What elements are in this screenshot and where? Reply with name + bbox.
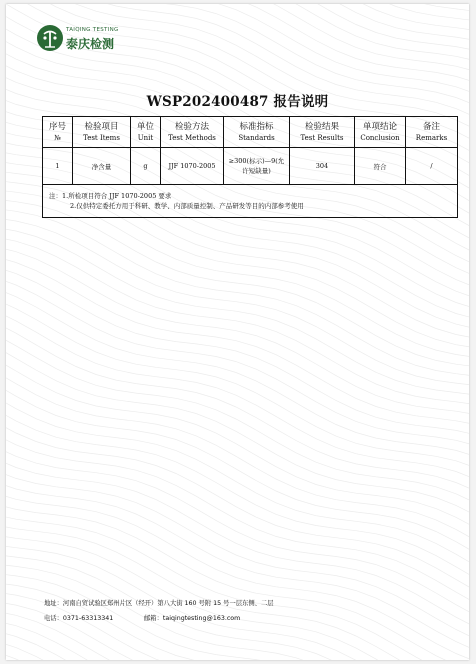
header-cell-test-results — [290, 117, 355, 148]
cell-unit: g — [131, 148, 161, 185]
logo-name-cn: 泰庆检测 — [66, 37, 115, 51]
header-label-en: Unit — [137, 134, 154, 142]
header-label-cn: 备注 — [422, 122, 440, 132]
note-line-1: 注：1.所检项目符合 JJF 1070-2005 要求 — [49, 192, 172, 200]
report-title: WSP202400487 报告说明 — [146, 94, 329, 110]
cell-test-result: 304 — [290, 148, 355, 185]
cell-conclusion: 符合 — [355, 148, 406, 185]
table-header-row — [43, 117, 458, 148]
cell-test-item: 净含量 — [73, 148, 131, 185]
header-label-en: Test Methods — [168, 134, 216, 142]
header-label-cn: 检验结果 — [304, 122, 339, 132]
logo-name-en: TAIQING TESTING — [66, 27, 119, 33]
header-label-en: Test Results — [300, 134, 344, 142]
footer-contact — [44, 613, 241, 622]
notes-row — [43, 185, 458, 218]
header-label-cn: 检验方法 — [174, 122, 209, 132]
header-label-en: Remarks — [415, 134, 448, 142]
footer-phone: 电话：0371-63313341 — [44, 615, 114, 622]
header-label-cn: 序号 — [48, 122, 66, 132]
header-label-en: № — [54, 134, 61, 142]
table-row — [43, 148, 458, 185]
footer-email: 邮箱：taiqingtesting@163.com — [144, 615, 241, 622]
header-cell-test-items — [73, 117, 131, 148]
header-label-cn: 标准指标 — [239, 122, 274, 132]
header-cell-no — [43, 117, 73, 148]
footer-address: 地址：河南自贸试验区郑州片区（经开）第八大街 160 号附 15 号一层东侧、二层 — [44, 600, 274, 607]
header-label-en: Standards — [238, 134, 275, 142]
cell-test-method: JJF 1070-2005 — [161, 148, 224, 185]
note-line-2: 2.仅供特定委托方用于科研、教学、内部质量控制、产品研发等目的内部参考使用 — [70, 202, 304, 210]
header-cell-remarks — [406, 117, 458, 148]
cell-standard: ≥300(标示)—9(允许短缺量) — [224, 148, 290, 185]
header-label-cn: 检验项目 — [84, 122, 119, 132]
header-label-cn: 单位 — [136, 122, 154, 132]
document-page — [6, 4, 469, 660]
header-cell-standards — [224, 117, 290, 148]
notes-cell — [43, 185, 458, 218]
header-label-en: Conclusion — [360, 134, 400, 142]
header-cell-conclusion — [355, 117, 406, 148]
header-label-cn: 单项结论 — [362, 122, 397, 132]
cell-remarks: / — [406, 148, 458, 185]
report-table — [42, 116, 458, 218]
header-cell-test-methods — [161, 117, 224, 148]
cell-no: 1 — [43, 148, 73, 185]
logo-emblem-icon — [36, 24, 66, 54]
header-cell-unit — [131, 117, 161, 148]
header-label-en: Test Items — [83, 134, 120, 142]
